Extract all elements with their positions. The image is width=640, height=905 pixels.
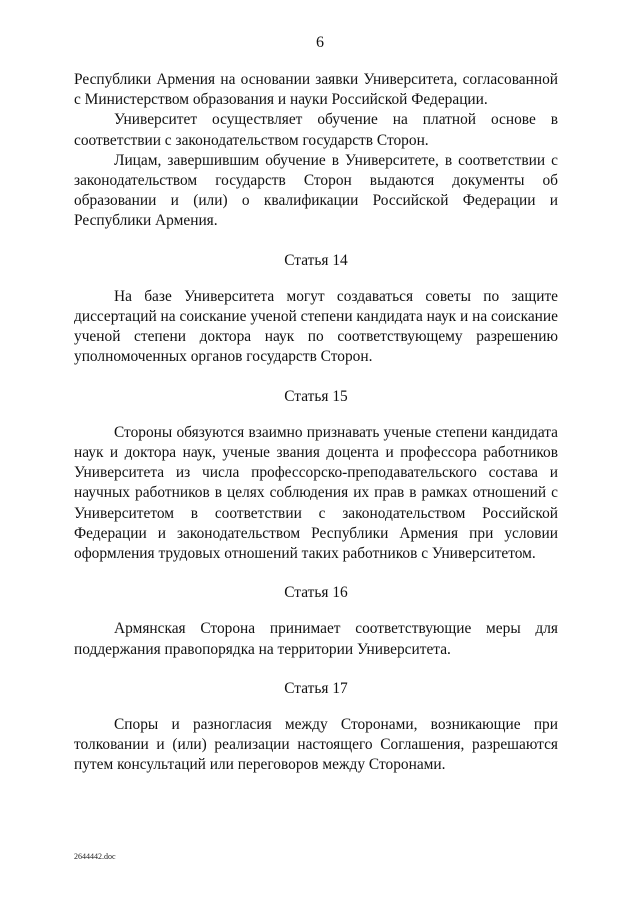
article-16-heading: Статья 16 <box>284 584 348 602</box>
paragraph-continuation: Республики Армения на основании заявки Университета, согласованной с Министерством образования и науки Российской Федерации. <box>74 71 558 109</box>
article-14-text: На базе Университета могут создаваться советы по защите диссертаций на соискание ученой степени кандидата наук и на соискание ученой степени доктора наук по соответствующему разрешению уполномоченных органов государств Сторон. <box>74 287 558 366</box>
paragraph-graduation-documents: Лицам, завершившим обучение в Университете, в соответствии с законодательством государств Сторон выдаются документы об образовании и (или) о квалификации Российской Федерации и Республики Армения. <box>74 151 558 230</box>
article-17-text: Споры и разногласия между Сторонами, возникающие при толковании и (или) реализации настоящего Соглашения, разрешаются путем консультаций или переговоров между Сторонами. <box>74 716 558 774</box>
article-16-text: Армянская Сторона принимает соответствующие меры для поддержания правопорядка на территории Университета. <box>74 620 558 658</box>
article-14-heading: Статья 14 <box>284 251 348 269</box>
footer-filename: 2644442.doc <box>74 852 116 861</box>
document-body <box>74 70 558 776</box>
page-number: 6 <box>316 34 324 51</box>
paragraph-tuition: Университет осуществляет обучение на платной основе в соответствии с законодательством государств Сторон. <box>74 111 558 149</box>
article-15-text: Стороны обязуются взаимно признавать ученые степени кандидата наук и доктора наук, ученые звания доцента и профессора работников Университета из числа профессорско-преподавательского состава и научных работников в целях соблюдения их прав в рамках отношений с Университетом в соответствии с законодательством Российской Федерации и законодательством Республики Армения при условии оформления трудовых отношений таких работников с Университетом. <box>74 423 558 563</box>
article-17-heading: Статья 17 <box>284 679 348 697</box>
article-15-heading: Статья 15 <box>284 387 348 405</box>
